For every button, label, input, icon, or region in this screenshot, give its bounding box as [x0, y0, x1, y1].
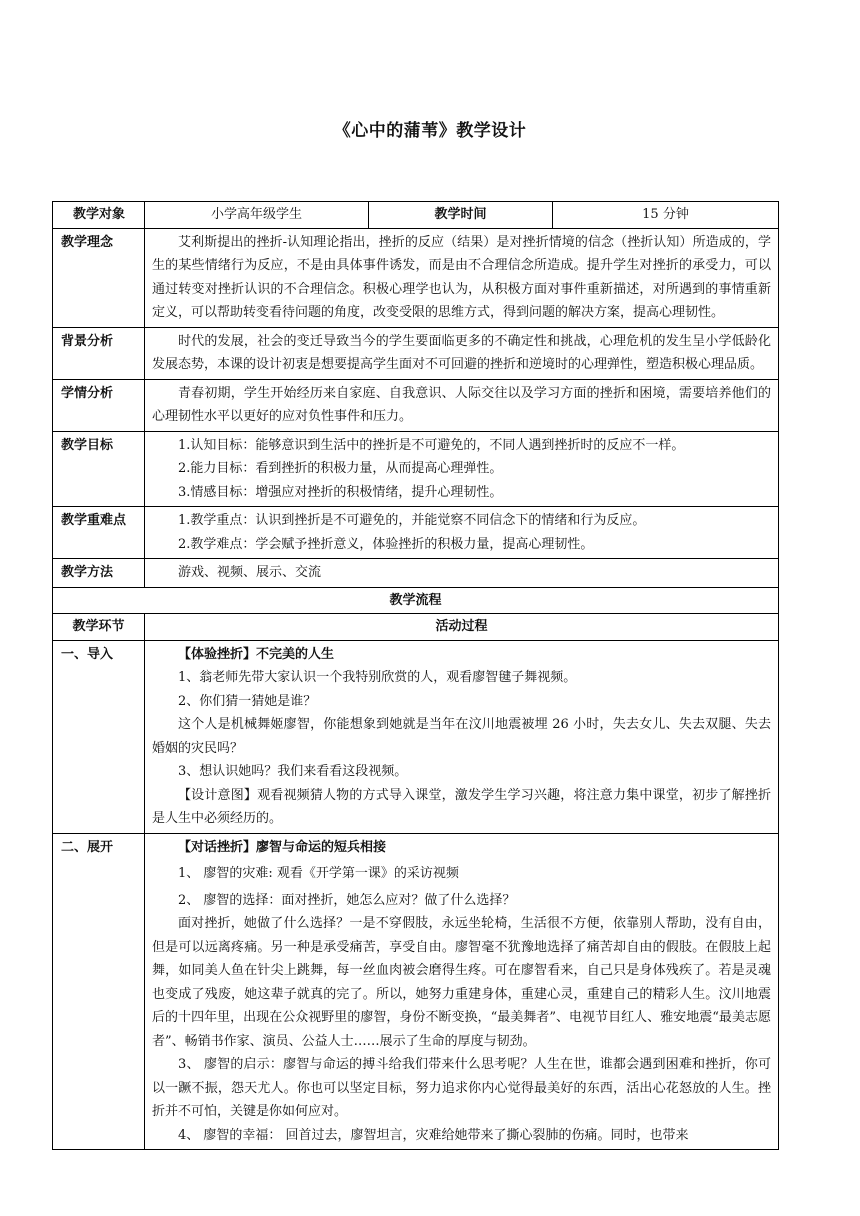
stage-column-header: 教学环节: [53, 614, 145, 641]
process-column-header: 活动过程: [145, 614, 779, 641]
target-label: 教学对象: [53, 202, 145, 229]
concept-label: 教学理念: [53, 228, 145, 327]
intro-label: 一、导入: [53, 640, 145, 833]
develop-line: 1、 廖智的灾难: 观看《开学第一课》的采访视频: [178, 866, 459, 881]
intro-title: 【体验挫折】不完美的人生: [178, 646, 335, 662]
intro-row: [53, 640, 779, 833]
student-text: 青春初期，学生开始经历来自家庭、自我意识、人际交往以及学习方面的挫折和困境，需要培养他们的心理韧性水平以更好的应对负性事件和压力。: [152, 385, 771, 424]
develop-label: 二、展开: [53, 833, 145, 1150]
keypoint-item: 1.教学重点：认识到挫折是不可避免的，并能觉察不同信念下的情绪和行为反应。: [178, 513, 646, 528]
develop-line: 面对挫折，她做了什么选择？一是不穿假肢，永远坐轮椅，生活很不方便，依靠别人帮助，没有自由，但是可以远离疼痛。另一种是承受痛苦，享受自由。廖智毫不犹豫地选择了痛苦却自由的假肢。在假肢上起舞，如同美人鱼在针尖上跳舞，每一丝血肉被会磨得生疼。可在廖智看来，自己只是身体残疾了。若是灵魂也变成了残废，她这辈子就真的完了。所以，她努力重建身体，重建心灵，重建自己的精彩人生。汶川地震后的十四年里，出现在公众视野里的廖智，身份不断变换，“最美舞者”、电视节目红人、雅安地震“最美志愿者”、畅销书作家、演员、公益人士……展示了生命的厚度与韧劲。: [152, 916, 771, 1049]
keypoints-row: [53, 507, 779, 559]
flow-header: 教学流程: [53, 587, 779, 614]
develop-line: 2、 廖智的选择：面对挫折，她怎么应对？做了什么选择？: [178, 892, 516, 908]
flow-columns-row: [53, 614, 779, 641]
method-text: 游戏、视频、展示、交流: [178, 565, 322, 580]
goals-label: 教学目标: [53, 431, 145, 507]
method-label: 教学方法: [53, 559, 145, 588]
goal-item: 2.能力目标：看到挫折的积极力量，从而提高心理弹性。: [178, 461, 503, 476]
target-value: 小学高年级学生: [145, 202, 369, 229]
student-label: 学情分析: [53, 379, 145, 431]
background-row: [53, 327, 779, 379]
develop-row: [53, 833, 779, 1150]
time-value: 15 分钟: [553, 202, 779, 229]
flow-header-row: [53, 587, 779, 614]
document-title: 《心中的蒲苇》教学设计: [333, 121, 527, 141]
method-row: [53, 559, 779, 588]
goals-row: [53, 431, 779, 507]
lesson-plan-table: [52, 201, 779, 1150]
info-row: [53, 202, 779, 229]
background-label: 背景分析: [53, 327, 145, 379]
intro-line: 3、想认识她吗？我们来看看这段视频。: [178, 764, 408, 779]
keypoint-item: 2.教学难点：学会赋予挫折意义，体验挫折的积极力量，提高心理韧性。: [178, 536, 594, 552]
concept-text: 艾利斯提出的挫折-认知理论指出，挫折的反应（结果）是对挫折情境的信念（挫折认知）所造成的，学生的某些情绪行为反应，不是由具体事件诱发，而是由不合理信念所造成。提升学生对挫折的承受力，可以通过转变对挫折认识的不合理信念。积极心理学也认为，从积极方面对事件重新描述，对所遇到的事情重新定义，可以帮助转变看待问题的角度，改变受限的思维方式，得到问题的解决方案，提高心理韧性。: [152, 234, 771, 320]
develop-line: 4、 廖智的幸福： 回首过去，廖智坦言，灾难给她带来了撕心裂肺的伤痛。同时，也带来: [178, 1127, 689, 1143]
develop-line: 3、 廖智的启示：廖智与命运的搏斗给我们带来什么思考呢？人生在世，谁都会遇到困难和挫折，你可以一蹶不振，怨天尤人。你也可以坚定目标，努力追求你内心觉得最美好的东西，活出心花怒放的人生。挫折并不可怕，关键是你如何应对。: [152, 1057, 771, 1119]
intro-line: 这个人是机械舞姬廖智，你能想象到她就是当年在汶川地震被埋 26 小时，失去女儿、失去双腿、失去婚姻的灾民吗？: [152, 717, 771, 756]
keypoints-label: 教学重难点: [53, 507, 145, 559]
time-label: 教学时间: [369, 202, 553, 229]
background-text: 时代的发展，社会的变迁导致当今的学生要面临更多的不确定性和挑战，心理危机的发生呈小学低龄化发展态势，本课的设计初衷是想要提高学生面对不可回避的挫折和逆境时的心理弹性，塑造积极心理品质。: [152, 333, 771, 372]
intro-line: 【设计意图】观看视频猜人物的方式导入课堂，激发学生学习兴趣，将注意力集中课堂，初步了解挫折是人生中必须经历的。: [152, 787, 771, 826]
goal-item: 1.认知目标：能够意识到生活中的挫折是不可避免的，不同人遇到挫折时的反应不一样。: [178, 437, 685, 453]
concept-row: [53, 228, 779, 327]
goal-item: 3.情感目标：增强应对挫折的积极情绪，提升心理韧性。: [178, 484, 503, 500]
intro-line: 1、翁老师先带大家认识一个我特别欣赏的人，观看廖智毽子舞视频。: [178, 670, 577, 685]
develop-title: 【对话挫折】廖智与命运的短兵相接: [178, 839, 387, 855]
student-row: [53, 379, 779, 431]
intro-line: 2、你们猜一猜她是谁？: [178, 693, 317, 709]
